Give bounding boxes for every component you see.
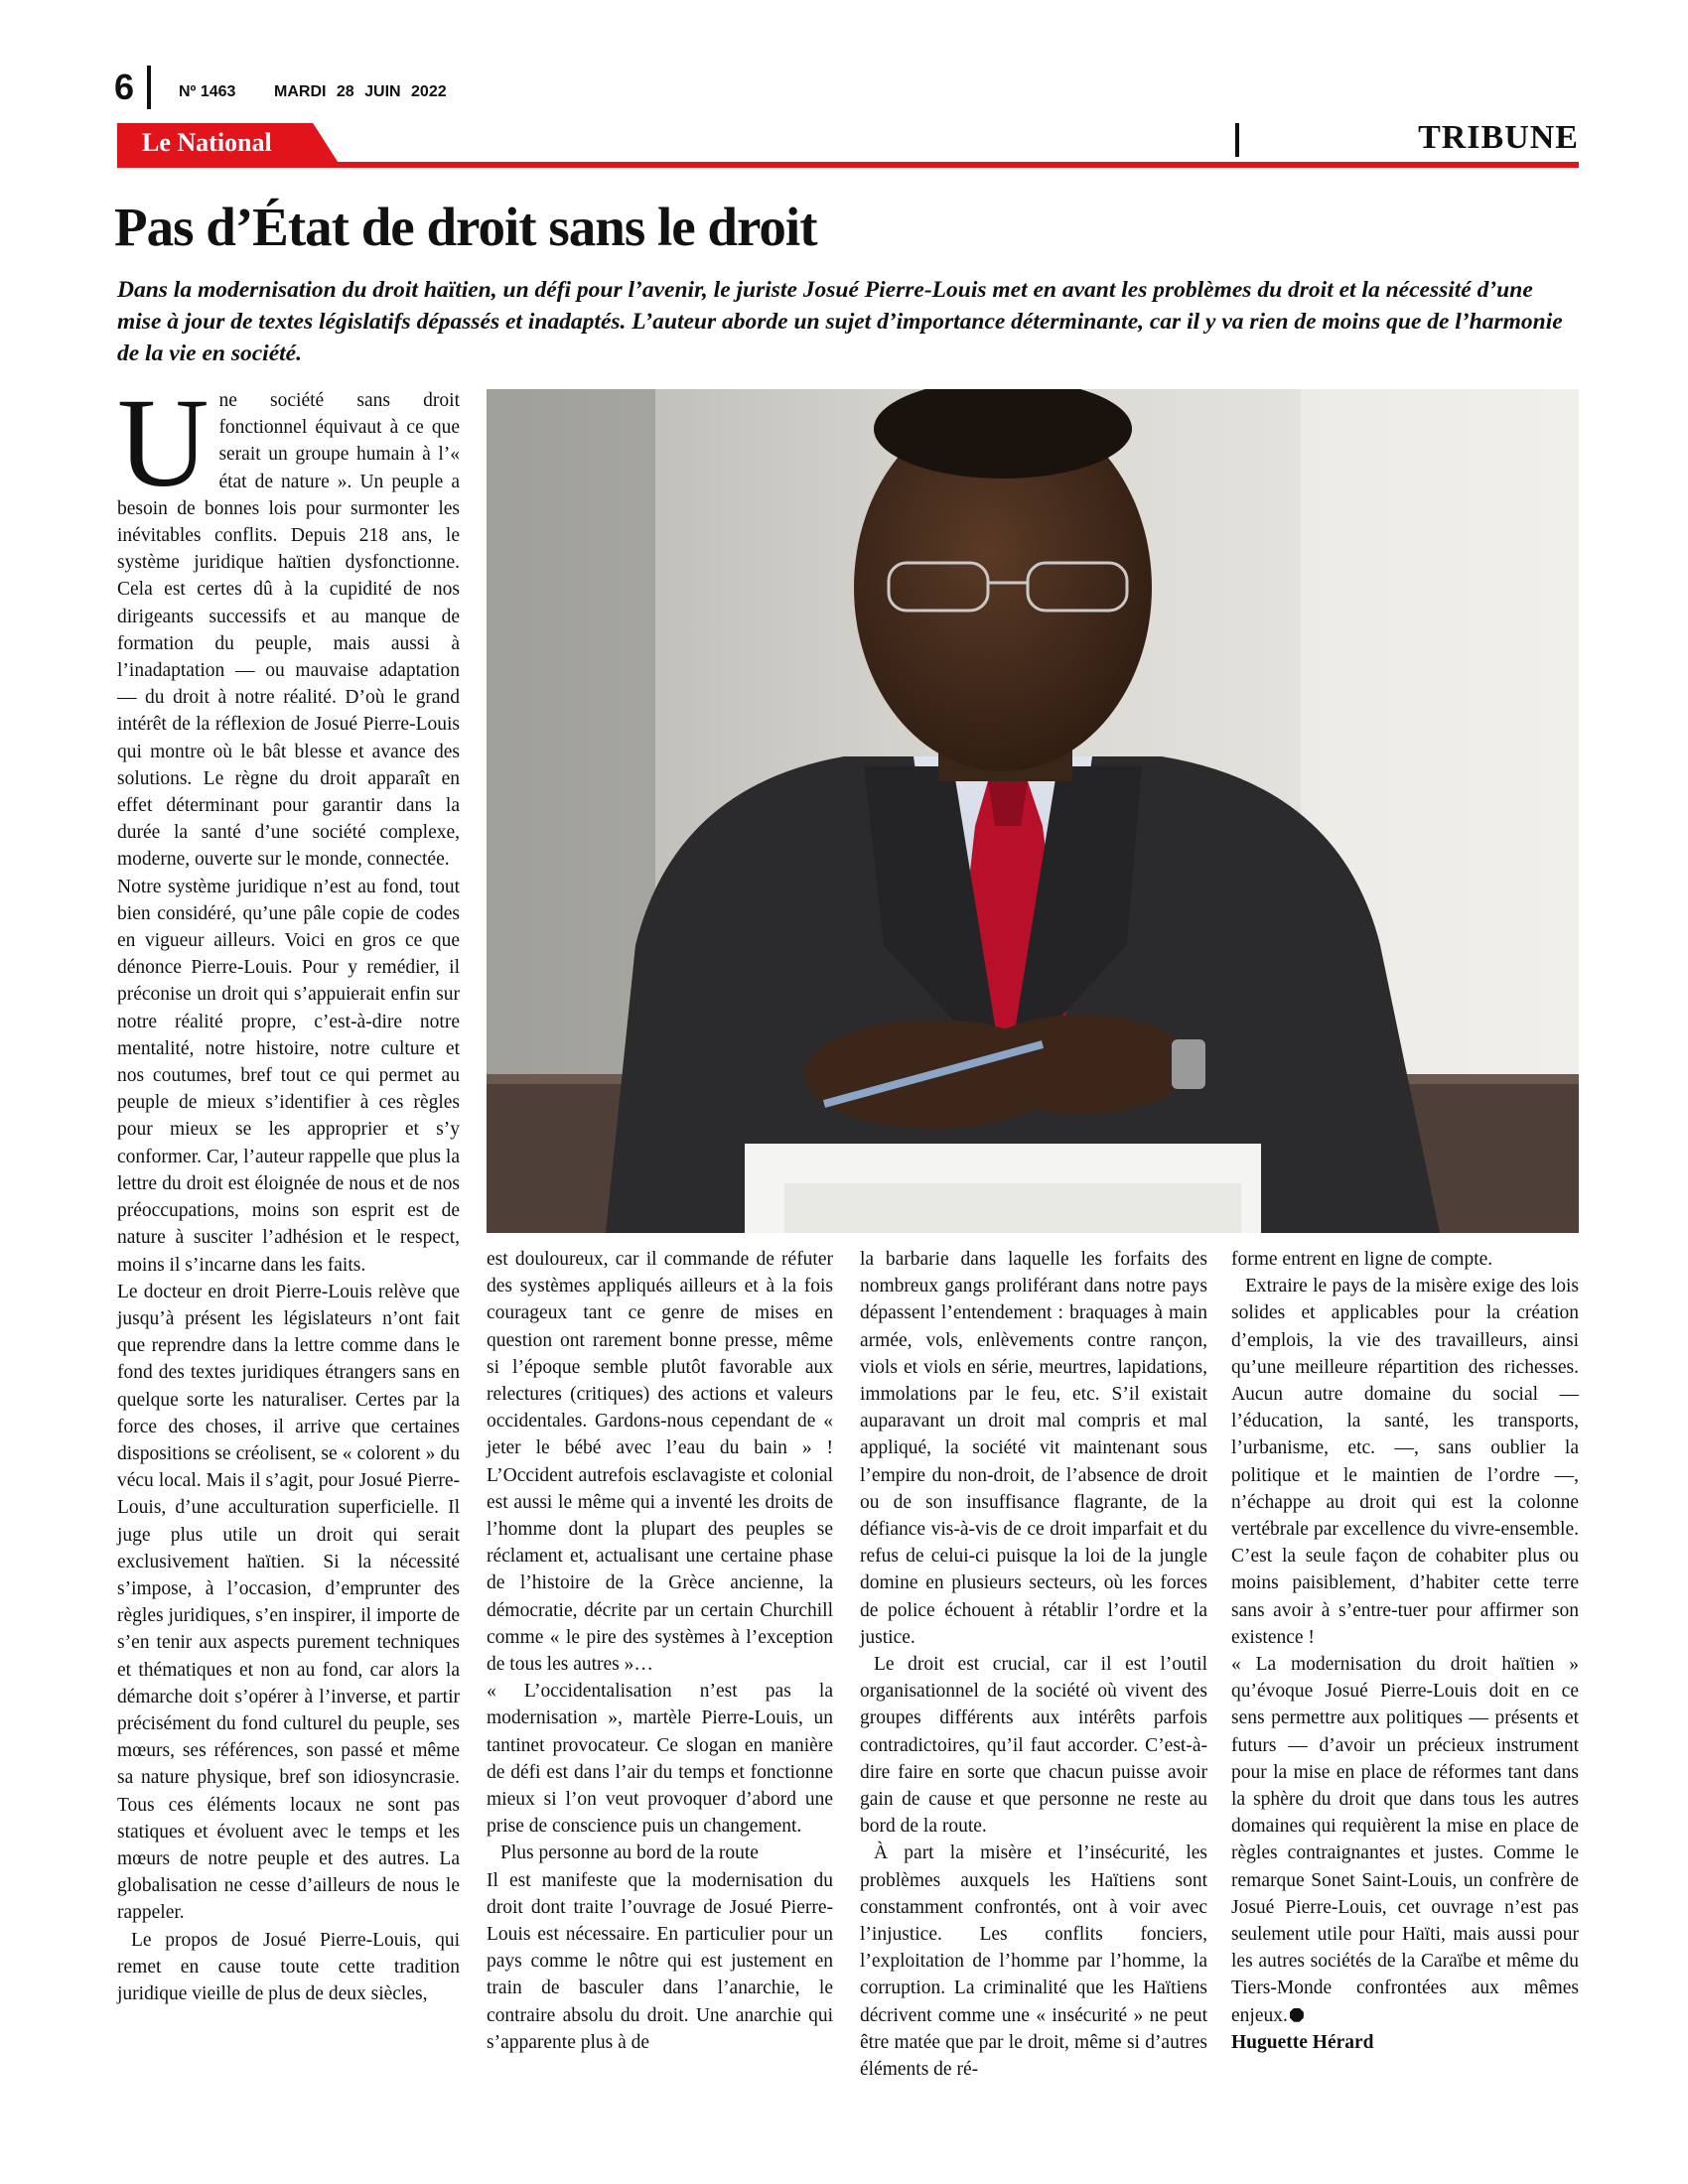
subheading: Plus personne au bord de la route: [500, 1843, 759, 1864]
paragraph: Notre système juridique n’est au fond, tout bien considéré, qu’une pâle copie de codes en vigueur ailleurs. Voici en gros ce que dénonce Pierre-Louis. Pour y remédier, il préconise un droit qui s’appuierait enfin sur notre réalité propre, c’est-à-dire notre mentalité, notre histoire, notre culture et nos coutumes, bref tout ce qui permet au peuple de mieux s’identifier à ces règles pour mieux se les approprier et s’y conformer. Car, l’auteur rappelle que plus la lettre du droit est éloignée de nous et de nos préoccupations, moins son esprit est de nature à susciter l’adhésion et le respect, moins il s’incarne dans les faits.: [117, 876, 460, 1276]
paragraph: est douloureux, car il commande de réfuter des systèmes appliqués ailleurs et à la fois courageux tant ce genre de mises en question ont rarement bonne presse, même si l’époque semble plutôt favorable aux relectures (critiques) des actions et valeurs occidentales. Gardons-nous cependant de « jeter le bébé avec l’eau du bain » ! L’Occident autrefois esclavagiste et colonial est aussi le même qui a inventé les droits de l’homme dont la plupart des peuples se réclament et, actualisant une certaine phase de l’histoire de la Grèce ancienne, la démocratie, décrite par un certain Churchill comme « le pire des systèmes à l’exception de tous les autres »…: [487, 1249, 833, 1676]
header-divider: [147, 66, 151, 109]
column-1: [117, 372, 460, 2007]
paragraph: « La modernisation du droit haïtien » qu’évoque Josué Pierre-Louis doit en ce sens permettre aux politiques — présents et futurs — d’avoir un précieux instrument pour la mise en place de réformes tant dans la sphère du droit que dans tous les autres domaines qui requièrent la mise en place de règles contraignantes et justes. Comme le remarque Sonet Saint-Louis, un confrère de Josué Pierre-Louis, cet ouvrage n’est pas seulement utile pour Haïti, mais aussi pour les autres sociétés de la Caraïbe et même du Tiers-Monde confrontées aux mêmes enjeux.: [1231, 1654, 1579, 2026]
deck: Dans la modernisation du droit haïtien, un défi pour l’avenir, le juriste Josué Pierre-Louis met en avant les problèmes du droit et la nécessité d’une mise à jour de textes législatifs dépassés et inadaptés. L’auteur aborde un sujet d’importance déterminante, car il y va rien de moins que de l’harmonie de la vie en société.: [117, 277, 1563, 366]
brand-logo: Le National: [142, 128, 272, 157]
section-divider: [1235, 123, 1239, 157]
portrait-photo-icon: [487, 389, 1579, 1233]
column-4: [1231, 1246, 1579, 2056]
paragraph: À part la misère et l’insécurité, les problèmes auxquels les Haïtiens sont constamment confrontés, ont à voir avec l’injustice. Les conflits fonciers, l’exploitation de l’homme par l’homme, la corruption. La criminalité que les Haïtiens décrivent comme une « insécurité » ne peut être matée que par le droit, même si d’autres éléments de ré-: [860, 1843, 1207, 2081]
paragraph: Le docteur en droit Pierre-Louis relève que jusqu’à présent les législateurs n’ont fait que reprendre dans la lettre comme dans le fond des textes juridiques étrangers sans en quelque sorte les naturaliser. Certes par la force des choses, il arrive que certaines dispositions se créolisent, se « colorent » du vécu local. Mais il s’agit, pour Josué Pierre-Louis, d’une acculturation superficielle. Il juge plus utile un droit qui serait exclusivement haïtien. Si la nécessité s’impose, à l’occasion, d’emprunter des règles juridiques, s’en inspirer, il importe de s’en tenir aux aspects purement techniques et thématiques et non au fond, car alors la démarche doit s’opérer à l’inverse, et partir précisément du fond culturel du peuple, ses mœurs, ses références, son passé et même sa nature physique, bref son idiosyncrasie. Tous ces éléments locaux ne sont pas statiques et évoluent avec le temps et les mœurs de notre peuple et des autres. La globalisation ne cesse d’ailleurs de nous le rappeler.: [117, 1281, 460, 1924]
paragraph: « L’occidentalisation n’est pas la modernisation », martèle Pierre-Louis, un tantinet provocateur. Ce slogan en manière de défi est dans l’air du temps et fonctionne mieux si l’on veut provoquer d’abord une prise de conscience puis un changement.: [487, 1681, 833, 1838]
end-mark-icon: [1290, 2008, 1304, 2022]
column-3: [860, 1246, 1207, 2083]
section-label: TRIBUNE: [1418, 119, 1579, 156]
paragraph: Le propos de Josué Pierre-Louis, qui remet en cause toute cette tradition juridique vieille de plus de deux siècles,: [117, 1929, 460, 2004]
portrait-photo: [487, 389, 1579, 1233]
paragraph: Le droit est crucial, car il est l’outil organisationnel de la société où vivent des groupes différents aux intérêts parfois contradictoires, qu’il faut accorder. C’est-à-dire faire en sorte que chacun puisse avoir gain de cause et que personne ne reste au bord de la route.: [860, 1654, 1207, 1838]
issue-date: MARDI 28 JUIN 2022: [274, 83, 447, 100]
headline: Pas d’État de droit sans le droit: [114, 197, 817, 257]
header-rule: [117, 162, 1579, 168]
column-2: [487, 1246, 833, 2056]
paragraph: Une société sans droit fonctionnel équivaut à ce que serait un groupe humain à l’« état de nature ». Un peuple a besoin de bonnes lois pour surmonter les inévitables conflits. Depuis 218 ans, le système juridique haïtien dysfonctionne. Cela est certes dû à la cupidité de nos dirigeants successifs et au manque de formation du peuple, mais aussi à l’inadaptation — ou mauvaise adaptation — du droit à notre réalité. D’où le grand intérêt de la réflexion de Josué Pierre-Louis qui montre où le bât blesse et avance des solutions. Le règne du droit apparaît en effet déterminant pour garantir dans la durée la santé d’une société complexe, moderne, ouverte sur le monde, connectée.: [117, 372, 460, 871]
issue-number: Nº 1463: [179, 83, 236, 100]
paragraph: Il est manifeste que la modernisation du droit dont traite l’ouvrage de Josué Pierre-Louis est nécessaire. En particulier pour un pays comme le nôtre qui est justement en train de basculer dans l’anarchie, le contraire absolu du droit. Une anarchie qui s’apparente plus à de: [487, 1869, 833, 2053]
drop-cap: U: [117, 372, 210, 513]
paragraph: la barbarie dans laquelle les forfaits des nombreux gangs proliférant dans notre pays dépassent l’entendement : braquages à main armée, vols, enlèvements contre rançon, viols et viols en série, meurtres, lapidations, immolations par le feu, etc. S’il existait auparavant un droit mal compris et mal appliqué, la société vit maintenant sous l’empire du non-droit, de l’absence de droit ou de son insuffisance flagrante, de la défiance vis-à-vis de ce droit imparfait et du refus de celui-ci puisque la loi de la jungle domine en plusieurs secteurs, où les forces de police échouent à rétablir l’ordre et la justice.: [860, 1249, 1207, 1648]
page-number: 6: [114, 67, 135, 107]
paragraph: Extraire le pays de la misère exige des lois solides et applicables pour la création d’emplois, la vie des travailleurs, ainsi qu’une meilleure répartition des richesses. Aucun autre domaine du social — l’éducation, la santé, les transports, l’urbanisme, etc. —, sans oublier la politique et le maintien de l’ordre —, n’échappe au droit qui est la colonne vertébrale par excellence du vivre-ensemble. C’est la seule façon de cohabiter plus ou moins paisiblement, d’habiter cette terre sans avoir à s’entre-tuer pour affirmer son existence !: [1231, 1276, 1579, 1648]
paragraph: forme entrent en ligne de compte.: [1231, 1249, 1493, 1270]
author-byline: Huguette Hérard: [1231, 2031, 1374, 2053]
